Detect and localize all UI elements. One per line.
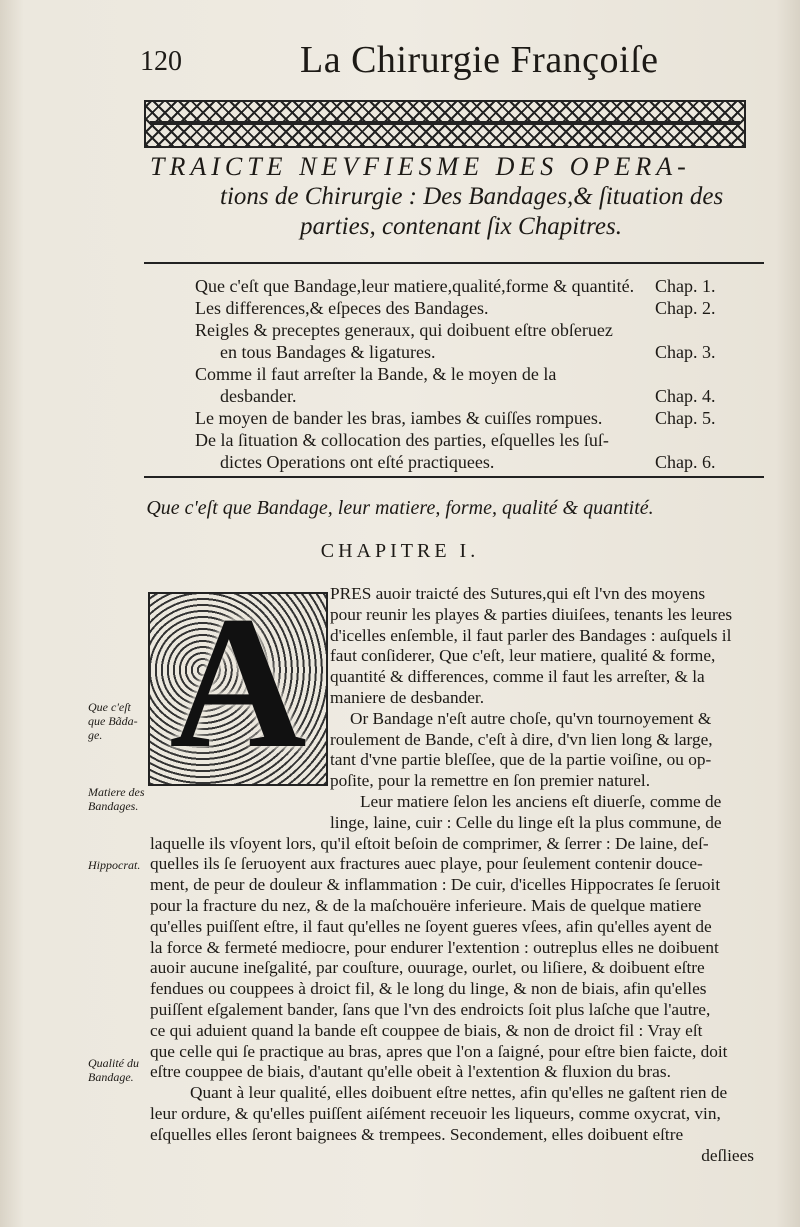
toc-row xyxy=(195,429,755,451)
text-line: d'icelles enſemble, il faut parler des Bandages : auſquels il xyxy=(330,625,732,645)
text-line: maniere de desbander. xyxy=(330,687,485,707)
treatise-title-line: parties, contenant ſix Chapitres. xyxy=(300,213,622,240)
toc-entry: Comme il faut arreſter la Bande, & le moyen de la xyxy=(195,364,557,384)
treatise-title xyxy=(150,152,750,242)
text-line: eſquelles elles ſeront baignees & trempees. Secondement, elles doibuent eſtre xyxy=(150,1124,684,1144)
margin-note: Matiere des Bandages. xyxy=(88,785,145,813)
text-line: Or Bandage n'eſt autre choſe, qu'vn tournoyement & xyxy=(350,708,712,728)
divider-rule xyxy=(144,476,764,478)
text-line: leur ordure, & qu'elles puiſſent aiſément receuoir les liqueurs, comme oxycrat, vin, xyxy=(150,1103,721,1123)
body-text xyxy=(150,578,754,1166)
table-of-contents xyxy=(195,275,755,473)
toc-chapter: Chap. 4. xyxy=(655,386,716,406)
text-line: ment, de peur de douleur & inflammation : De cuir, d'icelles Hippocrates ſe ſeruoit xyxy=(150,875,721,895)
treatise-title-line: tions de Chirurgie : Des Bandages,& ſituation des xyxy=(220,183,724,210)
text-line: poſite, pour la remettre en ſon premier naturel. xyxy=(330,771,651,791)
toc-entry: Reigles & preceptes generaux, qui doibuent eſtre obſeruez xyxy=(195,320,613,340)
toc-row xyxy=(195,297,755,319)
text-line: Quant à leur qualité, elles doibuent eſtre nettes, afin qu'elles ne gaſtent rien de xyxy=(190,1083,728,1103)
text-line: linge, laine, cuir : Celle du linge eſt la plus commune, de xyxy=(330,812,722,832)
text-line: la force & fermeté mediocre, pour endurer l'extention : outreplus elles ne doibuent xyxy=(150,937,719,957)
toc-chapter: Chap. 6. xyxy=(655,452,716,472)
toc-chapter: Chap. 2. xyxy=(655,298,716,318)
treatise-title-line: TRAICTE NEVFIESME DES OPERA- xyxy=(150,152,691,181)
page-header xyxy=(140,38,660,88)
chapter-heading: CHAPITRE I. xyxy=(320,540,480,562)
text-line: pour la fracture du nez, & de la maſchouëre inferieure. Mais de quelque matiere xyxy=(150,895,702,915)
text-line: PRES auoir traicté des Sutures,qui eſt l'vn des moyens xyxy=(330,584,706,603)
text-line: laquelle ils vſoyent lors, qu'il eſtoit beſoin de comprimer, & ſerrer : De laine, deſ- xyxy=(150,833,709,853)
toc-entry: De la ſituation & collocation des parties, eſquelles les ſuſ- xyxy=(195,430,609,450)
text-line: pour reunir les playes & parties diuiſees, tenants les leures xyxy=(330,604,733,624)
toc-entry: Le moyen de bander les bras, iambes & cuiſſes rompues. xyxy=(195,408,603,428)
toc-chapter: Chap. 3. xyxy=(655,342,716,362)
toc-entry: en tous Bandages & ligatures. xyxy=(220,342,436,362)
initial-letter: A xyxy=(169,578,307,788)
text-line: Leur matiere ſelon les anciens eſt diuerſe, comme de xyxy=(360,791,722,811)
text-line: faut conſiderer, Que c'eſt, leur matiere, qualité & forme, xyxy=(330,646,716,666)
toc-row xyxy=(195,363,755,385)
toc-chapter: Chap. 1. xyxy=(655,276,716,296)
toc-entry: Les differences,& eſpeces des Bandages. xyxy=(195,298,489,318)
text-line: qu'elles puiſſent eſtre, il faut qu'elles ne ſoyent gueres vſees, afin qu'elles ayent de xyxy=(150,916,712,936)
toc-entry: Que c'eſt que Bandage,leur matiere,qualité,forme & quantité. xyxy=(195,276,635,296)
text-line: puiſſent eſgalement bander, ſans que l'vn des endroicts ſoit plus laſche que l'autre, xyxy=(150,999,711,1019)
toc-entry: dictes Operations ont eſté practiquees. xyxy=(220,452,495,472)
toc-chapter: Chap. 5. xyxy=(655,408,716,428)
toc-row xyxy=(195,407,755,429)
catchword: deſliees xyxy=(701,1145,754,1165)
toc-row xyxy=(195,451,755,473)
margin-note: Que c'eſt que Bãda-ge. xyxy=(88,700,138,742)
toc-row xyxy=(195,341,755,363)
text-line: eſtre couppee de biais, d'autant qu'elle obeit à l'extention & fluxion du bras. xyxy=(150,1062,671,1082)
text-line: auoir aucune ineſgalité, par couſture, ouurage, ourlet, ou liſiere, & doibuent eſtre xyxy=(150,958,705,978)
margin-note: Hippocrat. xyxy=(88,858,141,872)
divider-rule xyxy=(144,262,764,264)
toc-row xyxy=(195,319,755,341)
text-line: roulement de Bande, c'eſt à dire, d'vn lien long & large, xyxy=(330,729,713,749)
decorative-ornament-band xyxy=(144,100,746,148)
toc-entry: desbander. xyxy=(220,386,297,406)
running-title: La Chirurgie Françoiſe xyxy=(300,39,659,81)
text-line: que celle qui ſe practique au bras, apres que l'on a ſaigné, pour eſtre bien faicte, doit xyxy=(150,1041,728,1061)
page-number: 120 xyxy=(140,46,182,77)
text-line: fendues ou couppees à droict fil, & le long du linge, & non de biais, afin qu'elles xyxy=(150,979,707,999)
toc-row xyxy=(195,385,755,407)
margin-note: Qualité du Bandage. xyxy=(88,1056,139,1084)
text-line: quelles ils ſe ſeruoyent aux fractures auec playe, pour ſeulement contenir douce- xyxy=(150,854,703,874)
text-line: ce qui aduient quand la bande eſt couppee de biais, & non de droict fil : Vray eſt xyxy=(150,1020,703,1040)
toc-row xyxy=(195,275,755,297)
text-line: tant d'vne partie bleſſee, que de la partie voiſine, ou op- xyxy=(330,750,712,770)
text-line: quantité & differences, comme il faut les arreſter, & la xyxy=(330,667,705,687)
section-title: Que c'eſt que Bandage, leur matiere, forme, qualité & quantité. xyxy=(146,497,654,519)
